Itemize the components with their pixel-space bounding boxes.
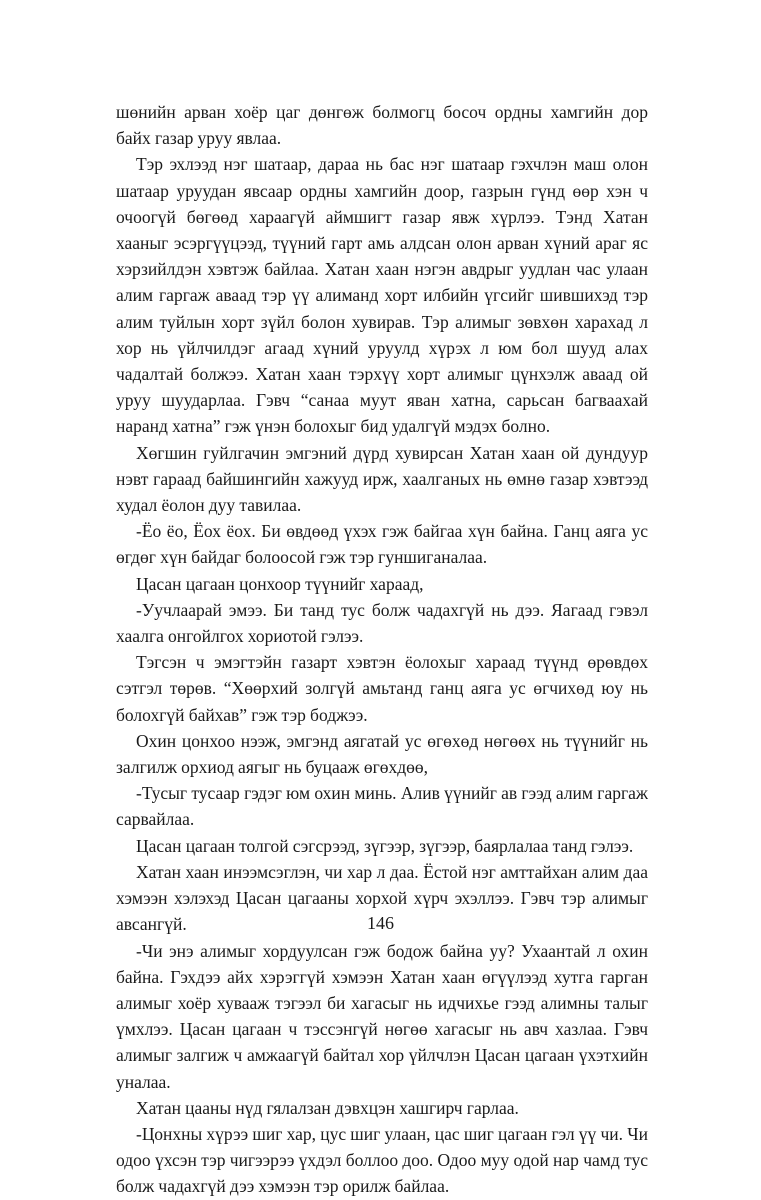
page-number: 146 [367, 913, 394, 933]
paragraph-10: Цасан цагаан толгой сэгсрээд, зүгээр, зүгээр, баярлалаа танд гэлээ. [136, 835, 634, 856]
paragraph-3: Хөгшин гуйлгачин эмгэний дүрд хувирсан Хатан хаан ой дундуур нэвт гараад байшингийн хажууд ирж, хаалганых нь өмнө газар хэвтээд худал ёолон дуу тавилаа. [116, 442, 648, 516]
paragraph-5: Цасан цагаан цонхоор түүнийг хараад, [136, 573, 424, 594]
paragraph-6: -Уучлаарай эмээ. Би танд тус болж чадахгүй нь дээ. Яагаад гэвэл хаалга онгойлгох хориотой гэлээ. [116, 599, 648, 647]
paragraph-8: Охин цонхоо нээж, эмгэнд аягатай ус өгөхөд нөгөөх нь түүнийг нь залгилж орхиод аягыг нь буцааж өгөхдөө, [116, 730, 648, 778]
paragraph-12: -Чи энэ алимыг хордуулсан гэж бодож байна уу? Ухаантай л охин байна. Гэхдээ айх хэрэггүй хэмээн Хатан хаан өгүүлээд хутга гарган алимыг хоёр хувааж тэгээл би хагасыг нь идчихье гээд алимны талыг үмхлээ. Цасан цагаан ч тэссэнгүй нөгөө хагасыг нь авч хазлаа. Гэвч алимыг залгиж ч амжаагүй байтал хор үйлчлэн Цасан цагаан үхэтхийн уналаа. [116, 940, 648, 1092]
paragraph-2: Тэр эхлээд нэг шатаар, дараа нь бас нэг шатаар гэхчлэн маш олон шатаар уруудан явсаар ордны хамгийн доор, газрын гүнд өөр хэн ч очоогүй бөгөөд харaагүй аймшигт газар явж хүрлээ. Тэнд Хатан хааныг эсэргүүцээд, түүний гарт амь алдсан олон арван хүний араг яс хэрзийлдэн хэвтэж байлаа. Хатан хаан нэгэн авдрыг уудлан час улаан алим гаргаж аваад тэр үү алиманд хорт илбийн үгсийг шившихэд тэр алим туйлын хорт зүйл болон хувирав. Тэр алимыг зөвхөн харахад л хор нь үйлчилдэг агаад хүний уруулд хүрэх л юм бол шууд алах чадалтай болжээ. Хатан хаан тэрхүү хорт алимыг цүнхэлж аваад ой уруу шуударлаа. Гэвч “санаа муут яван хатна, сарьсан багваахай наранд хатна” гэж үнэн болохыг бид удалгүй мэдэх болно. [116, 154, 648, 437]
paragraph-13: Хатан цааны нүд гялалзан дэвхцэн хашгирч гарлаа. [136, 1097, 519, 1118]
paragraph-14: -Цонхны хүрээ шиг хар, цус шиг улаан, цас шиг цагаан гэл үү чи. Чи одоо үхсэн тэр чигээрээ үхдэл боллоо доо. Одоо муу одой нар чамд тус болж чадахгүй дээ хэмээн тэр орилж байлаа. [116, 1123, 648, 1197]
paragraph-1: шөнийн арван хоёр цаг дөнгөж болмогц босоч ордны хамгийн дор байх газар уруу явлаа. [116, 102, 648, 149]
paragraph-11: Хатан хаан инээмсэглэн, чи хар л даа. Ёстой нэг амттайхан алим даа хэмээн хэлэхэд Цасан цагааны хорхой хүрч эхэллээ. Гэвч тэр алимыг авсангүй. [116, 861, 648, 935]
paragraph-9: -Тусыг тусаар гэдэг юм охин минь. Алив үүнийг ав гээд алим гаргаж сарвайлаа. [116, 783, 648, 830]
paragraph-7: Тэгсэн ч эмэгтэйн газарт хэвтэн ёолохыг хараад түүнд өрөвдөх сэтгэл төрөв. “Хөөрхий золгүй амьтанд ганц аяга ус өгчихөд юу нь болохгүй байхав” гэж тэр боджээ. [116, 652, 648, 725]
body-text [116, 99, 648, 1200]
paragraph-4: -Ёо ёо, Ёох ёох. Би өвдөөд үхэх гэж байгаа хүн байна. Ганц аяга ус өгдөг хүн байдаг болоосой гэж тэр гуншиганалаа. [116, 521, 648, 568]
